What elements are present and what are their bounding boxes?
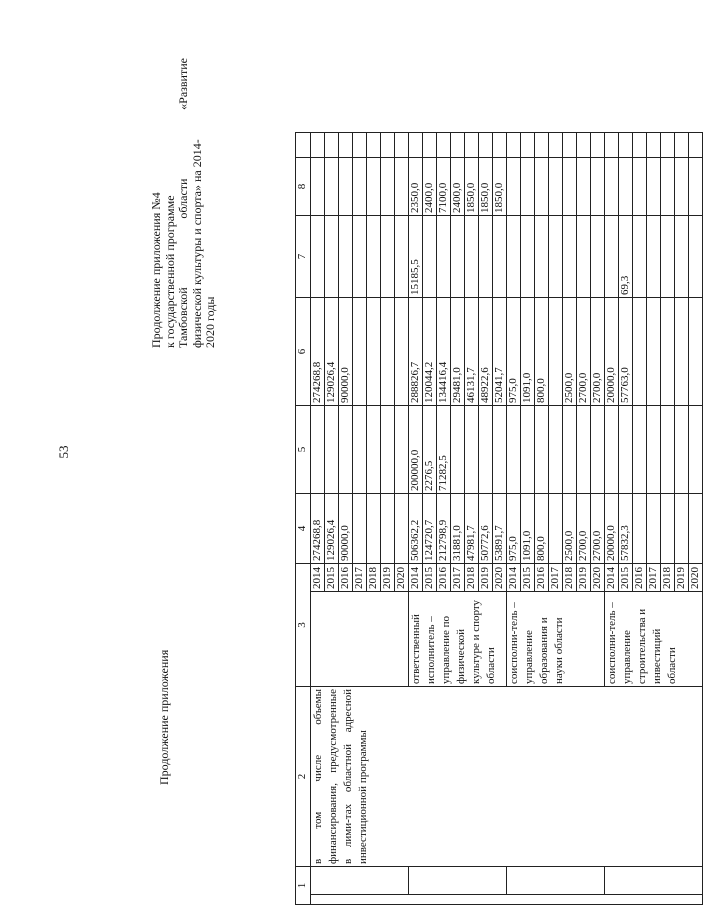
extrabudget-cell	[619, 158, 633, 216]
local-cell	[577, 216, 591, 298]
federal-cell	[479, 406, 493, 494]
federal-cell	[675, 406, 689, 494]
total-cell: 90000,0	[339, 494, 353, 564]
federal-cell	[311, 406, 325, 494]
federal-cell	[395, 406, 409, 494]
federal-cell	[465, 406, 479, 494]
local-cell	[311, 216, 325, 298]
extra-cell	[409, 133, 423, 158]
regional-cell: 52041,7	[493, 298, 507, 406]
extra-cell	[493, 133, 507, 158]
total-cell: 2700,0	[591, 494, 605, 564]
local-cell: 15185,5	[409, 216, 423, 298]
executor-cell: ответственный исполнитель – управление по физической культуре и спорту области	[409, 592, 507, 687]
federal-cell	[633, 406, 647, 494]
regional-cell: 57763,0	[619, 298, 633, 406]
extra-cell	[549, 133, 563, 158]
regional-cell: 29481,0	[451, 298, 465, 406]
extra-cell	[619, 133, 633, 158]
year-cell: 2017	[549, 564, 563, 592]
regional-cell	[367, 298, 381, 406]
year-cell: 2019	[381, 564, 395, 592]
appendix-line-3	[177, 58, 191, 348]
local-cell	[339, 216, 353, 298]
local-cell	[395, 216, 409, 298]
description-cell: в том числе объемы финансирования, предусмотренные в лими-тах областной адресной инвестиционной программы	[311, 687, 703, 867]
federal-cell	[381, 406, 395, 494]
extrabudget-cell	[577, 158, 591, 216]
extra-cell	[689, 133, 703, 158]
year-cell: 2014	[409, 564, 423, 592]
total-cell	[353, 494, 367, 564]
extrabudget-cell	[591, 158, 605, 216]
extra-cell	[325, 133, 339, 158]
total-cell	[675, 494, 689, 564]
regional-cell: 1091,0	[521, 298, 535, 406]
regional-cell	[381, 298, 395, 406]
total-cell: 53891,7	[493, 494, 507, 564]
extrabudget-cell	[353, 158, 367, 216]
regional-cell	[633, 298, 647, 406]
regional-cell	[689, 298, 703, 406]
extra-cell	[647, 133, 661, 158]
col-number-6: 6	[296, 298, 311, 406]
local-cell	[535, 216, 549, 298]
total-cell: 212798,9	[437, 494, 451, 564]
col-number-5: 5	[296, 406, 311, 494]
regional-cell	[353, 298, 367, 406]
total-cell: 274268,8	[311, 494, 325, 564]
extra-cell	[479, 133, 493, 158]
col-number-4: 4	[296, 494, 311, 564]
local-cell	[675, 216, 689, 298]
regional-cell: 800,0	[535, 298, 549, 406]
year-cell: 2017	[647, 564, 661, 592]
regional-cell: 134416,4	[437, 298, 451, 406]
extrabudget-cell: 7100,0	[437, 158, 451, 216]
col-number-7: 7	[296, 216, 311, 298]
regional-cell: 975,0	[507, 298, 521, 406]
extra-cell	[437, 133, 451, 158]
federal-cell	[353, 406, 367, 494]
col-number-2: 2	[296, 687, 311, 867]
blank-cell	[507, 867, 605, 895]
total-cell: 129026,4	[325, 494, 339, 564]
extra-cell	[675, 133, 689, 158]
regional-cell: 2700,0	[577, 298, 591, 406]
extra-cell	[591, 133, 605, 158]
executor-cell: соисполни-тель – управление строительства и инвестиций области	[605, 592, 703, 687]
table-row	[311, 133, 325, 905]
regional-cell: 48922,6	[479, 298, 493, 406]
extra-cell	[507, 133, 521, 158]
extrabudget-cell: 2350,0	[409, 158, 423, 216]
year-cell: 2020	[591, 564, 605, 592]
federal-cell	[493, 406, 507, 494]
extra-cell	[661, 133, 675, 158]
year-cell: 2020	[493, 564, 507, 592]
extra-cell	[395, 133, 409, 158]
total-cell: 20000,0	[605, 494, 619, 564]
regional-cell: 288826,7	[409, 298, 423, 406]
federal-cell: 71282,5	[437, 406, 451, 494]
year-cell: 2018	[563, 564, 577, 592]
continuation-title: Продолжение приложения	[157, 649, 171, 785]
regional-cell: 274268,8	[311, 298, 325, 406]
total-cell: 506362,2	[409, 494, 423, 564]
total-cell	[633, 494, 647, 564]
federal-cell	[605, 406, 619, 494]
local-cell	[507, 216, 521, 298]
federal-cell	[535, 406, 549, 494]
appendix-line-3-right: «Развитие	[176, 58, 190, 110]
extra-cell	[605, 133, 619, 158]
extra-cell	[451, 133, 465, 158]
appendix-line-2: к государственной программе	[162, 195, 177, 348]
col-number-1: 1	[296, 867, 311, 905]
extrabudget-cell	[661, 158, 675, 216]
total-cell	[661, 494, 675, 564]
total-cell	[381, 494, 395, 564]
extrabudget-cell	[381, 158, 395, 216]
financing-table	[295, 132, 703, 905]
regional-cell	[675, 298, 689, 406]
local-cell	[647, 216, 661, 298]
year-cell: 2016	[437, 564, 451, 592]
federal-cell	[367, 406, 381, 494]
extra-cell	[353, 133, 367, 158]
appendix-line-4: физической культуры и спорта» на 2014-	[189, 139, 204, 348]
local-cell	[325, 216, 339, 298]
regional-cell: 90000,0	[339, 298, 353, 406]
federal-cell	[521, 406, 535, 494]
page-number: 53	[56, 445, 71, 459]
local-cell	[633, 216, 647, 298]
extrabudget-cell: 1850,0	[493, 158, 507, 216]
blank-cell	[311, 867, 409, 895]
col-number-3: 3	[296, 564, 311, 687]
extra-cell	[521, 133, 535, 158]
federal-cell	[577, 406, 591, 494]
document-header	[150, 25, 300, 905]
year-cell: 2015	[423, 564, 437, 592]
federal-cell	[507, 406, 521, 494]
extrabudget-cell	[311, 158, 325, 216]
extra-cell	[381, 133, 395, 158]
extra-cell	[367, 133, 381, 158]
executor-blank-cell	[311, 592, 409, 687]
extrabudget-cell	[325, 158, 339, 216]
local-cell	[353, 216, 367, 298]
extra-cell	[423, 133, 437, 158]
federal-cell	[339, 406, 353, 494]
regional-cell	[395, 298, 409, 406]
total-cell: 975,0	[507, 494, 521, 564]
extra-cell	[577, 133, 591, 158]
local-cell	[451, 216, 465, 298]
year-cell: 2020	[689, 564, 703, 592]
local-cell: 69,3	[619, 216, 633, 298]
total-cell: 47981,7	[465, 494, 479, 564]
extrabudget-cell: 2400,0	[451, 158, 465, 216]
year-cell: 2014	[507, 564, 521, 592]
local-cell	[479, 216, 493, 298]
federal-cell	[451, 406, 465, 494]
table-body	[311, 133, 703, 905]
federal-cell: 200000,0	[409, 406, 423, 494]
federal-cell	[689, 406, 703, 494]
total-cell	[549, 494, 563, 564]
federal-cell	[619, 406, 633, 494]
year-cell: 2019	[479, 564, 493, 592]
federal-cell	[647, 406, 661, 494]
extrabudget-cell	[605, 158, 619, 216]
year-cell: 2019	[675, 564, 689, 592]
extrabudget-cell: 1850,0	[465, 158, 479, 216]
federal-cell: 2276,5	[423, 406, 437, 494]
total-cell: 2700,0	[577, 494, 591, 564]
extrabudget-cell	[549, 158, 563, 216]
federal-cell	[563, 406, 577, 494]
extra-cell	[633, 133, 647, 158]
total-cell: 1091,0	[521, 494, 535, 564]
local-cell	[549, 216, 563, 298]
regional-cell: 129026,4	[325, 298, 339, 406]
blank-cell	[605, 867, 703, 895]
local-cell	[367, 216, 381, 298]
extrabudget-cell	[633, 158, 647, 216]
year-cell: 2020	[395, 564, 409, 592]
regional-cell: 20000,0	[605, 298, 619, 406]
local-cell	[689, 216, 703, 298]
total-cell	[367, 494, 381, 564]
appendix-line-3-mid: области	[176, 178, 190, 219]
extrabudget-cell	[367, 158, 381, 216]
year-cell: 2018	[465, 564, 479, 592]
regional-cell: 46131,7	[465, 298, 479, 406]
year-cell: 2017	[451, 564, 465, 592]
col-extra	[296, 133, 311, 158]
local-cell	[563, 216, 577, 298]
appendix-line-1: Продолжение приложения №4	[149, 192, 163, 348]
year-cell: 2016	[535, 564, 549, 592]
extrabudget-cell	[339, 158, 353, 216]
extrabudget-cell	[535, 158, 549, 216]
total-cell	[395, 494, 409, 564]
regional-cell: 120044,2	[423, 298, 437, 406]
extrabudget-cell: 1850,0	[479, 158, 493, 216]
local-cell	[521, 216, 535, 298]
year-cell: 2018	[367, 564, 381, 592]
regional-cell: 2700,0	[591, 298, 605, 406]
appendix-line-3-left: Тамбовской	[176, 287, 190, 348]
extra-cell	[339, 133, 353, 158]
regional-cell: 2500,0	[563, 298, 577, 406]
extrabudget-cell	[521, 158, 535, 216]
local-cell	[605, 216, 619, 298]
year-cell: 2016	[339, 564, 353, 592]
executor-cell: соисполни-тель – управление образования и науки области	[507, 592, 605, 687]
total-cell: 31881,0	[451, 494, 465, 564]
local-cell	[423, 216, 437, 298]
regional-cell	[661, 298, 675, 406]
extrabudget-cell	[507, 158, 521, 216]
extrabudget-cell	[395, 158, 409, 216]
year-cell: 2014	[605, 564, 619, 592]
appendix-line-5: 2020 годы	[203, 296, 217, 348]
year-cell: 2015	[619, 564, 633, 592]
extrabudget-cell	[689, 158, 703, 216]
year-cell: 2017	[353, 564, 367, 592]
total-cell	[689, 494, 703, 564]
extrabudget-cell	[563, 158, 577, 216]
year-cell: 2014	[311, 564, 325, 592]
local-cell	[465, 216, 479, 298]
extrabudget-cell	[647, 158, 661, 216]
local-cell	[437, 216, 451, 298]
regional-cell	[647, 298, 661, 406]
col-number-8: 8	[296, 158, 311, 216]
year-cell: 2018	[661, 564, 675, 592]
extra-cell	[311, 133, 325, 158]
year-cell: 2015	[521, 564, 535, 592]
total-cell: 124720,7	[423, 494, 437, 564]
extra-cell	[563, 133, 577, 158]
appendix-reference	[150, 58, 218, 348]
federal-cell	[591, 406, 605, 494]
year-cell: 2015	[325, 564, 339, 592]
total-cell	[647, 494, 661, 564]
rotated-page	[149, 25, 701, 905]
local-cell	[661, 216, 675, 298]
local-cell	[493, 216, 507, 298]
federal-cell	[325, 406, 339, 494]
number-cell	[311, 895, 703, 905]
extrabudget-cell: 2400,0	[423, 158, 437, 216]
local-cell	[381, 216, 395, 298]
column-number-row	[296, 133, 311, 905]
extra-cell	[535, 133, 549, 158]
blank-cell	[409, 867, 507, 895]
year-cell: 2019	[577, 564, 591, 592]
total-cell: 2500,0	[563, 494, 577, 564]
local-cell	[591, 216, 605, 298]
federal-cell	[549, 406, 563, 494]
total-cell: 50772,6	[479, 494, 493, 564]
regional-cell	[549, 298, 563, 406]
extra-cell	[465, 133, 479, 158]
extrabudget-cell	[675, 158, 689, 216]
total-cell: 57832,3	[619, 494, 633, 564]
total-cell: 800,0	[535, 494, 549, 564]
year-cell: 2016	[633, 564, 647, 592]
federal-cell	[661, 406, 675, 494]
